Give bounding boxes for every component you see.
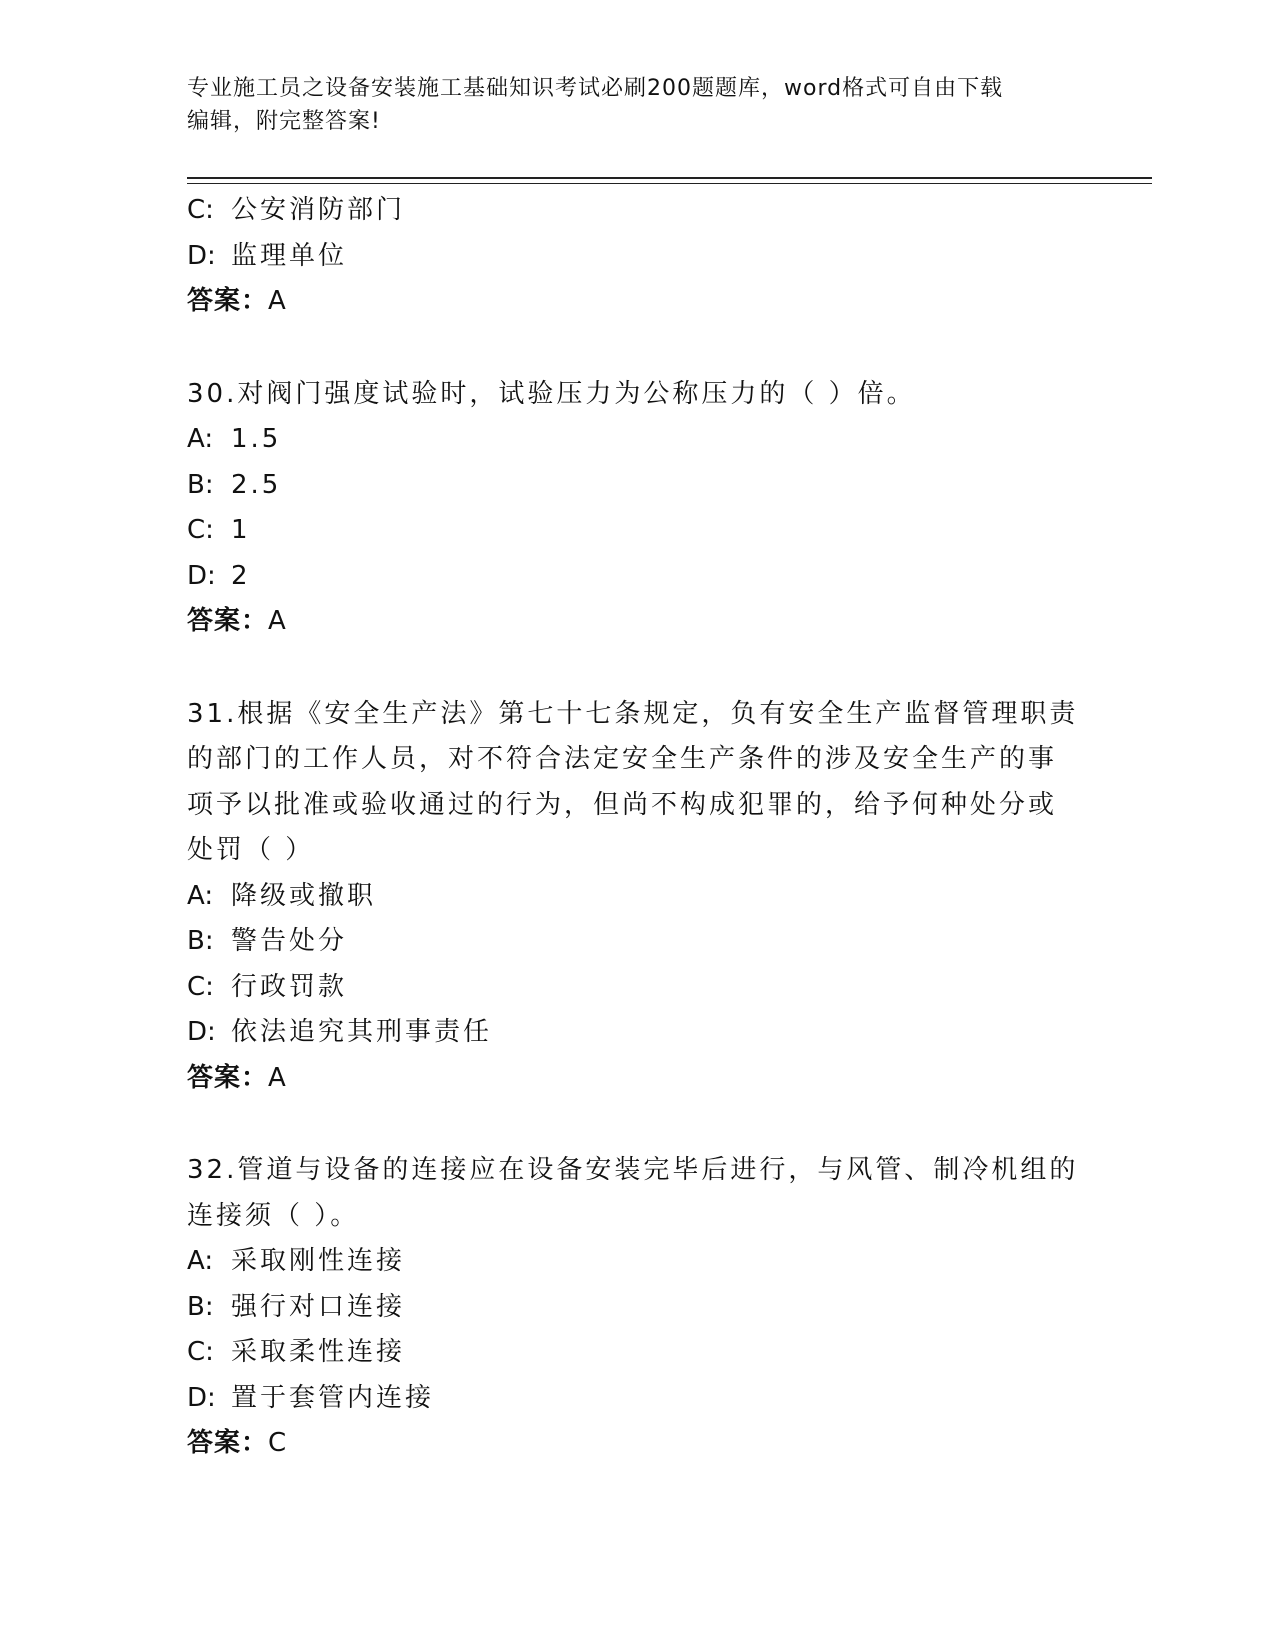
option-d xyxy=(187,1010,1087,1056)
option-c xyxy=(187,508,1087,554)
option-key: A: xyxy=(187,880,214,911)
option-c xyxy=(187,188,1087,234)
option-key: C: xyxy=(187,971,214,1002)
option-d xyxy=(187,234,1087,280)
option-key: D: xyxy=(187,1382,216,1413)
option-text: 公安消防部门 xyxy=(231,195,406,225)
option-key: B: xyxy=(187,926,214,956)
answer-value: A xyxy=(268,286,287,316)
option-a xyxy=(187,1239,1087,1285)
question-text-line-3: 项予以批准或验收通过的行为，但尚不构成犯罪的，给予何种处分或 xyxy=(187,789,1058,820)
header-line-1: 专业施工员之设备安装施工基础知识考试必刷200题题库，word格式可自由下载 xyxy=(187,76,1004,101)
answer-line xyxy=(187,279,1087,325)
option-c xyxy=(187,965,1087,1011)
document-header xyxy=(187,72,1087,138)
question-text-line-1: 32.管道与设备的连接应在设备安装完毕后进行，与风管、制冷机组的 xyxy=(187,1155,1079,1185)
option-key: A: xyxy=(187,424,214,454)
question-32 xyxy=(187,1148,1087,1467)
option-key: D: xyxy=(187,560,216,591)
answer-label: 答案： xyxy=(187,1062,269,1093)
option-d xyxy=(187,1376,1087,1422)
option-key: D: xyxy=(187,240,216,271)
option-a xyxy=(187,874,1087,920)
option-a xyxy=(187,417,1087,463)
option-text: 强行对口连接 xyxy=(231,1291,406,1322)
option-text: 2.5 xyxy=(231,469,282,500)
option-text: 降级或撤职 xyxy=(231,880,377,911)
header-divider-thick xyxy=(187,177,1152,179)
question-text-line-1: 31.根据《安全生产法》第七十七条规定，负有安全生产监督管理职责 xyxy=(187,698,1079,729)
answer-line xyxy=(187,1421,1087,1467)
option-key: B: xyxy=(187,1291,214,1322)
option-text: 采取柔性连接 xyxy=(231,1337,406,1367)
option-text: 1.5 xyxy=(231,424,282,454)
answer-value: A xyxy=(268,1062,287,1093)
option-text: 行政罚款 xyxy=(231,971,348,1002)
header-line-2: 编辑，附完整答案! xyxy=(187,109,381,134)
answer-line xyxy=(187,1056,1087,1102)
option-key: D: xyxy=(187,1017,216,1047)
header-divider-thin xyxy=(187,183,1152,184)
question-spacer xyxy=(187,325,1087,372)
option-text: 2 xyxy=(231,560,251,591)
option-text: 监理单位 xyxy=(231,240,348,271)
option-b xyxy=(187,919,1087,965)
answer-value: A xyxy=(268,606,287,636)
question-text-line-2: 的部门的工作人员，对不符合法定安全生产条件的涉及安全生产的事 xyxy=(187,744,1058,774)
document-body xyxy=(187,188,1087,1467)
option-text: 置于套管内连接 xyxy=(231,1382,435,1413)
option-b xyxy=(187,463,1087,509)
option-text: 依法追究其刑事责任 xyxy=(231,1017,493,1047)
answer-label: 答案： xyxy=(187,286,269,316)
option-key: C: xyxy=(187,1337,214,1367)
answer-label: 答案： xyxy=(187,1428,269,1458)
question-spacer xyxy=(187,1101,1087,1148)
option-key: C: xyxy=(187,515,214,545)
answer-label: 答案： xyxy=(187,606,269,636)
question-text-line-4: 处罚（ ） xyxy=(187,835,315,865)
option-key: A: xyxy=(187,1246,214,1276)
question-31 xyxy=(187,692,1087,1102)
option-d xyxy=(187,554,1087,600)
option-text: 警告处分 xyxy=(231,926,348,956)
option-c xyxy=(187,1330,1087,1376)
option-key: C: xyxy=(187,195,214,225)
answer-line xyxy=(187,599,1087,645)
option-text: 1 xyxy=(231,515,251,545)
option-b xyxy=(187,1285,1087,1331)
option-key: B: xyxy=(187,469,214,500)
question-29-continued xyxy=(187,188,1087,325)
option-text: 采取刚性连接 xyxy=(231,1246,406,1276)
answer-value: C xyxy=(268,1428,288,1458)
question-30 xyxy=(187,372,1087,645)
question-text: 30.对阀门强度试验时，试验压力为公称压力的（ ）倍。 xyxy=(187,378,916,409)
question-spacer xyxy=(187,645,1087,692)
question-text-line-2: 连接须（ ）。 xyxy=(187,1200,360,1231)
